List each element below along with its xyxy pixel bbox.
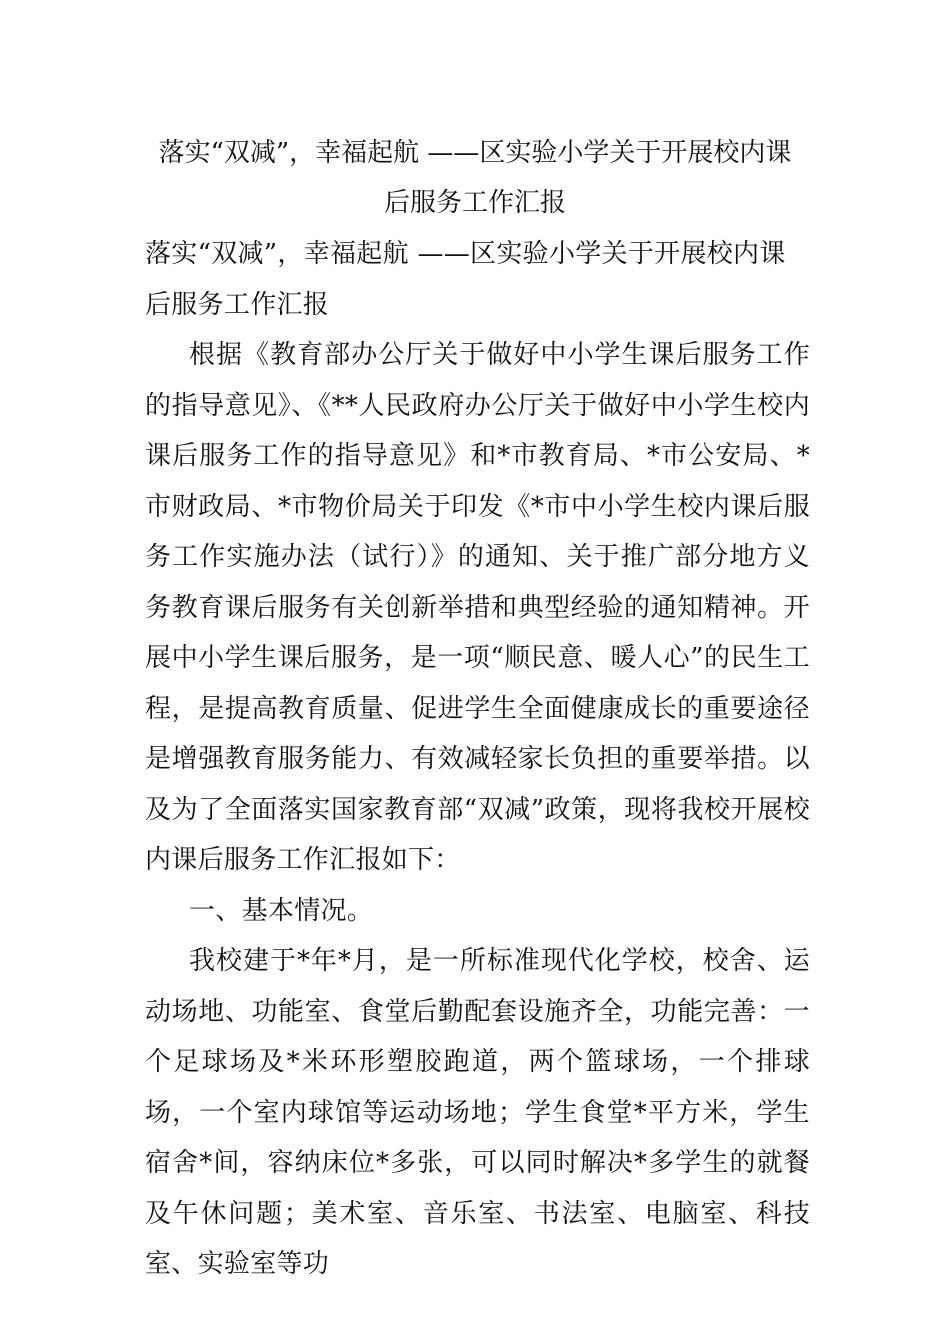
- document-title: [130, 128, 820, 228]
- title-line-2: 后服务工作汇报: [383, 188, 566, 218]
- section-heading-1: 一、基本情况。: [189, 895, 374, 926]
- repeat-title-line-2: 后服务工作汇报: [145, 289, 330, 320]
- body-paragraph-2: 我校建于*年*月，是一所标准现代化学校，校舍、运动场地、功能室、食堂后勤配套设施齐全，功能完善：一个足球场及*米环形塑胶跑道，两个篮球场，一个排球场，一个室内球馆等运动场地；学生食堂*平方米，学生宿舍*间，容纳床位*多张，可以同时解决*多学生的就餐及午休问题；美术室、音乐室、书法室、电脑室、科技室、实验室等功: [145, 946, 810, 1279]
- document-body: [145, 229, 810, 1290]
- title-line-1: 落实“双减”，幸福起航 ——区实验小学关于开展校内课: [158, 138, 792, 168]
- body-paragraph-1: 根据《教育部办公厅关于做好中小学生课后服务工作的指导意见》、《**人民政府办公厅关于做好中小学生校内课后服务工作的指导意见》和*市教育局、*市公安局、*市财政局、*市物价局关于印发《*市中小学生校内课后服务工作实施办法（试行）》的通知、关于推广部分地方义务教育课后服务有关创新举措和典型经验的通知精神。开展中小学生课后服务，是一项“顺民意、暖人心”的民生工程，是提高教育质量、促进学生全面健康成长的重要途径是增强教育服务能力、有效减轻家长负担的重要举措。以及为了全面落实国家教育部“双减”政策，现将我校开展校内课后服务工作汇报如下：: [145, 340, 810, 875]
- repeat-title-line-1: 落实“双减”，幸福起航 ——区实验小学关于开展校内课: [145, 239, 786, 269]
